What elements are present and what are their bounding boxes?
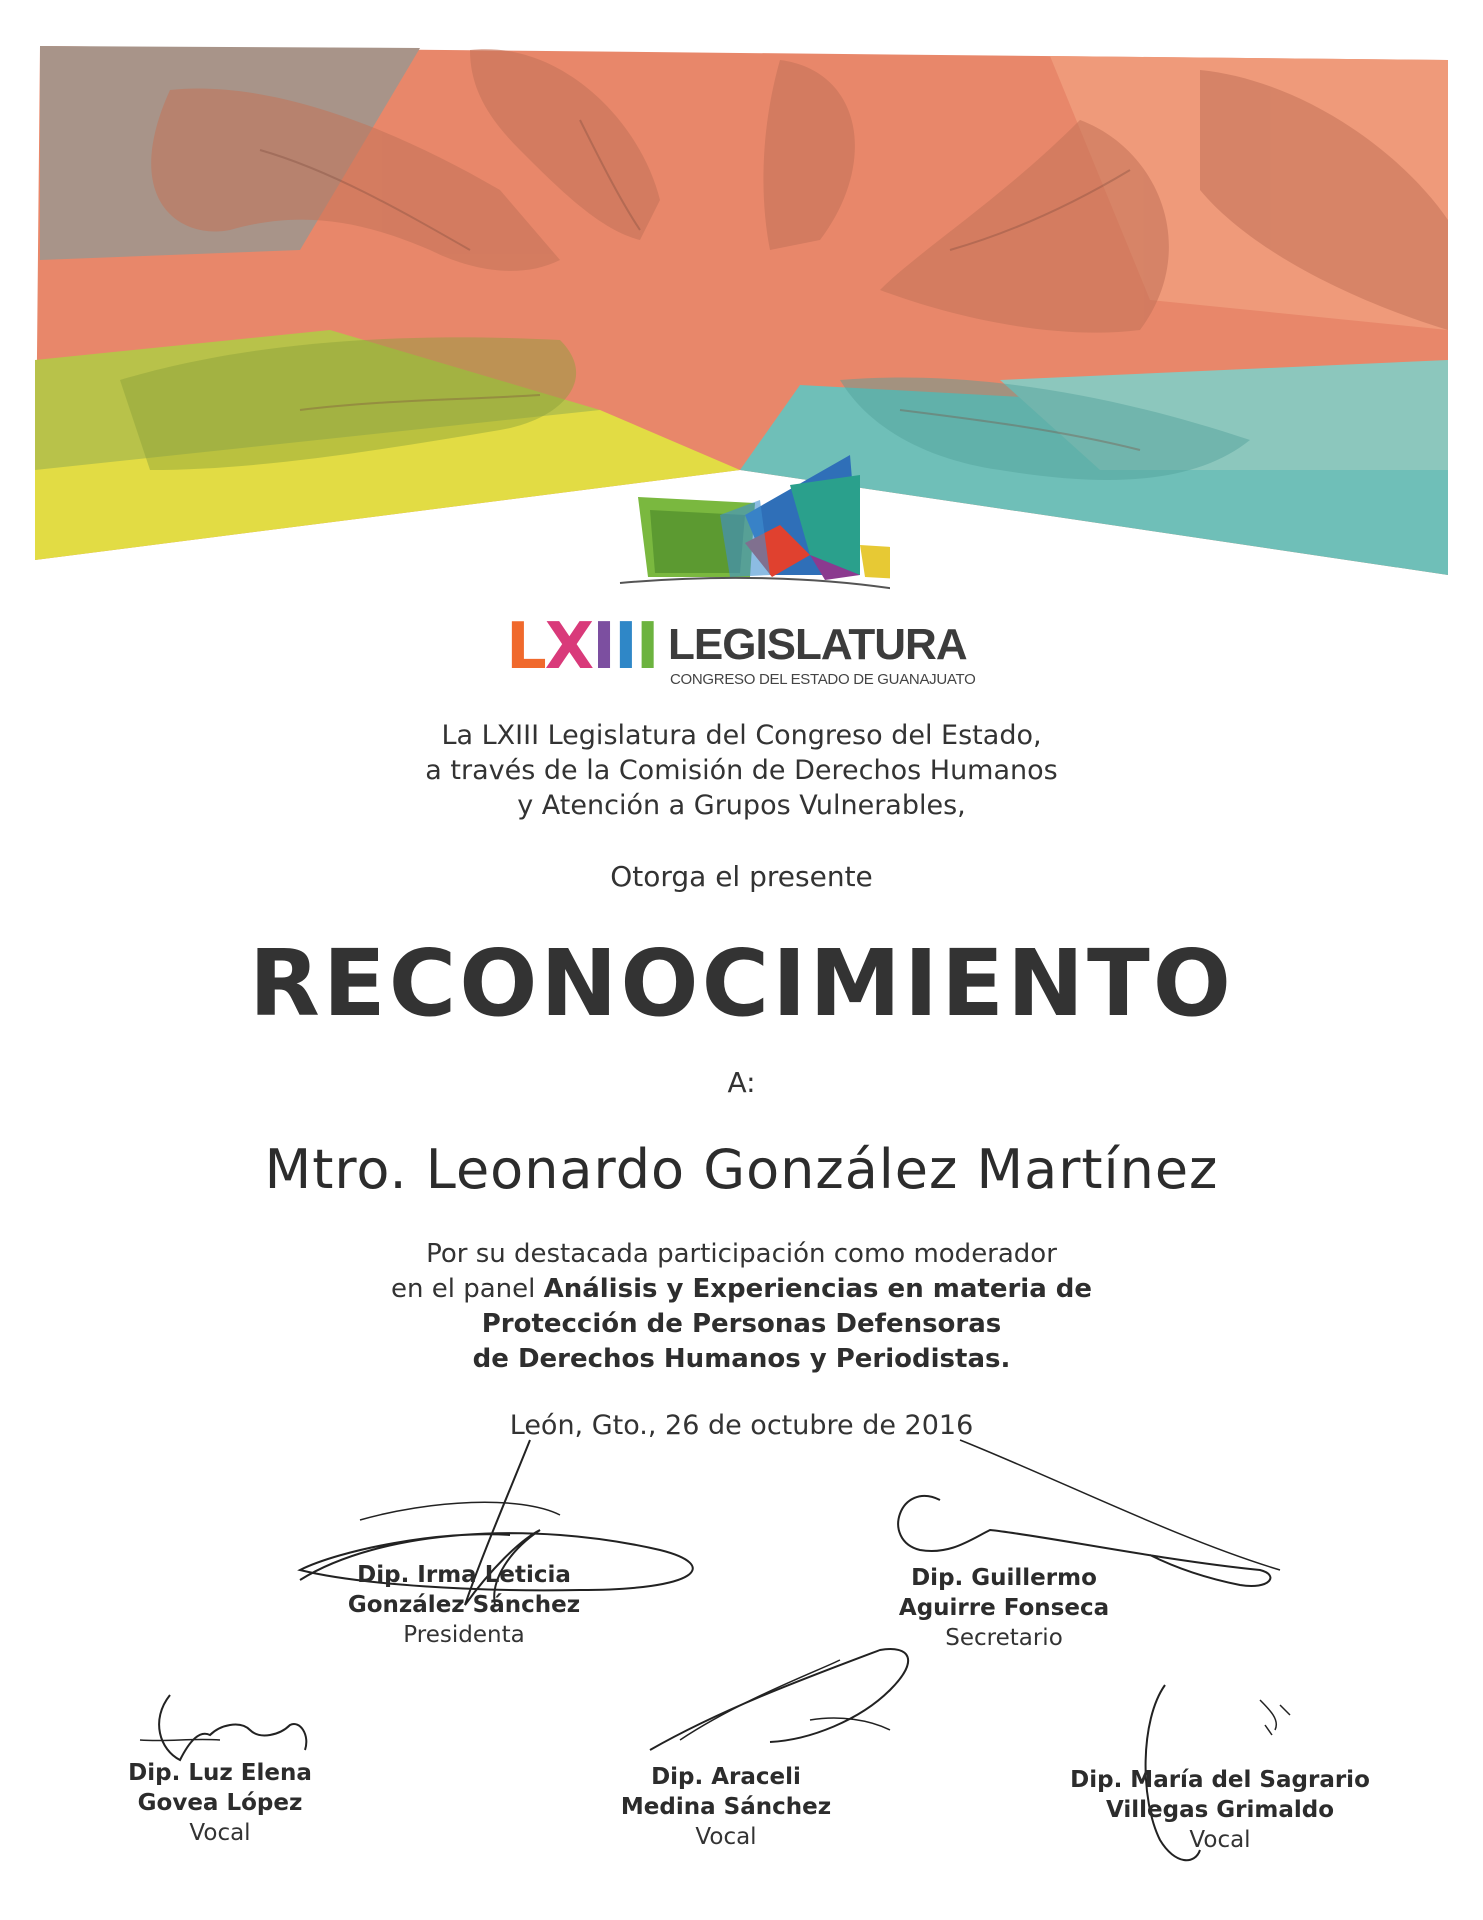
signer-name: Villegas Grimaldo [1105, 1797, 1335, 1823]
signer-name: Dip. María del Sagrario [1070, 1767, 1370, 1793]
signer-name: Govea López [137, 1790, 303, 1816]
date-place: León, Gto., 26 de octubre de 2016 [509, 1410, 974, 1441]
signer-name: Dip. Guillermo [911, 1565, 1097, 1591]
signer-vocal-3 [1040, 1765, 1400, 1855]
signer-secretary [824, 1563, 1184, 1653]
signer-name: Aguirre Fonseca [898, 1595, 1110, 1621]
signer-vocal-2 [546, 1762, 906, 1852]
description-text [0, 1237, 1483, 1377]
lxiii-logo-text: LXIII [506, 610, 658, 684]
description-line: Por su destacada participación como moderador [426, 1239, 1057, 1269]
signer-name: Medina Sánchez [620, 1794, 832, 1820]
description-line: Protección de Personas Defensoras [481, 1309, 1002, 1339]
signer-name: Dip. Irma Leticia [357, 1562, 571, 1588]
intro-text [0, 718, 1483, 823]
signer-role: Presidenta [403, 1622, 525, 1648]
a-label: A: [727, 1066, 756, 1099]
signer-vocal-1 [40, 1758, 400, 1848]
legislatura-wordmark: LEGISLATURA [668, 620, 967, 669]
congreso-subtitle: CONGRESO DEL ESTADO DE GUANAJUATO [670, 671, 976, 688]
building-logo-mark [560, 455, 890, 605]
signer-name: González Sánchez [347, 1592, 581, 1618]
signer-role: Vocal [189, 1820, 251, 1846]
signer-name: Dip. Luz Elena [128, 1760, 312, 1786]
description-line: en el panel Análisis y Experiencias en materia de [390, 1274, 1093, 1304]
intro-line: a través de la Comisión de Derechos Humanos [425, 755, 1058, 786]
signer-role: Vocal [695, 1824, 757, 1850]
certificate-title: RECONOCIMIENTO [249, 930, 1234, 1037]
signer-president [284, 1560, 644, 1650]
signer-name: Dip. Araceli [651, 1764, 801, 1790]
signer-role: Vocal [1189, 1827, 1251, 1853]
signer-role: Secretario [945, 1625, 1063, 1651]
description-line: de Derechos Humanos y Periodistas. [472, 1344, 1011, 1374]
otorga-text: Otorga el presente [610, 860, 873, 893]
legislatura-logo [500, 455, 980, 695]
intro-line: y Atención a Grupos Vulnerables, [517, 790, 966, 821]
intro-line: La LXIII Legislatura del Congreso del Estado, [441, 720, 1042, 751]
recipient-name: Mtro. Leonardo González Martínez [264, 1138, 1219, 1201]
